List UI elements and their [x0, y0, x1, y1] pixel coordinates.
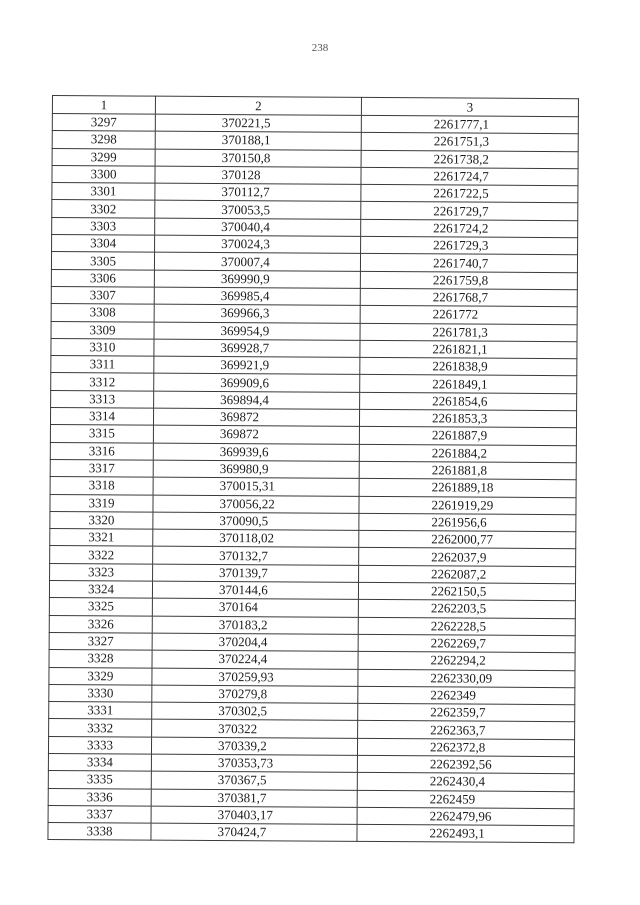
point-number-cell: 3308	[51, 304, 154, 322]
y-coordinate-cell: 2262430,4	[357, 773, 574, 792]
point-number-cell: 3328	[49, 650, 152, 668]
coordinates-table	[47, 95, 579, 844]
point-number-cell: 3323	[50, 563, 153, 581]
point-number-cell: 3314	[50, 408, 153, 426]
point-number-cell: 3325	[49, 598, 152, 616]
y-coordinate-cell: 2262349	[358, 686, 575, 705]
y-coordinate-cell: 2261853,3	[359, 409, 576, 428]
point-number-cell: 3310	[51, 338, 154, 356]
point-number-cell: 3333	[48, 736, 151, 754]
y-coordinate-cell: 2261956,6	[359, 513, 576, 532]
y-coordinate-cell: 2262392,56	[357, 755, 574, 774]
x-coordinate-cell: 370424,7	[151, 823, 357, 842]
x-coordinate-cell: 370353,73	[151, 754, 357, 773]
point-number-cell: 3298	[52, 131, 155, 149]
point-number-cell: 3312	[51, 373, 154, 391]
x-coordinate-cell: 370259,93	[152, 668, 358, 687]
point-number-cell: 3336	[48, 788, 151, 806]
y-coordinate-cell: 2262037,9	[359, 548, 576, 567]
x-coordinate-cell: 369872	[153, 408, 359, 427]
y-coordinate-cell: 2261724,7	[361, 167, 578, 186]
x-coordinate-cell: 370221,5	[155, 114, 361, 133]
y-coordinate-cell: 2262459	[357, 790, 574, 809]
y-coordinate-cell: 2262330,09	[358, 669, 575, 688]
y-coordinate-cell: 2261849,1	[360, 375, 577, 394]
x-coordinate-cell: 370188,1	[155, 131, 361, 150]
x-coordinate-cell: 370302,5	[152, 702, 358, 721]
x-coordinate-cell: 370367,5	[151, 771, 357, 790]
x-coordinate-cell: 369990,9	[154, 270, 360, 289]
point-number-cell: 3321	[50, 529, 153, 547]
y-coordinate-cell: 2262294,2	[358, 652, 575, 671]
x-coordinate-cell: 369872	[153, 425, 359, 444]
y-coordinate-cell: 2261729,7	[361, 202, 578, 221]
y-coordinate-cell: 2262000,77	[359, 531, 576, 550]
table-body	[48, 114, 578, 844]
point-number-cell: 3306	[51, 269, 154, 287]
x-coordinate-cell: 370183,2	[152, 616, 358, 635]
point-number-cell: 3304	[52, 235, 155, 253]
x-coordinate-cell: 370090,5	[153, 512, 359, 531]
x-coordinate-cell: 370128	[155, 166, 361, 185]
x-coordinate-cell: 369894,4	[154, 391, 360, 410]
y-coordinate-cell: 2261884,2	[359, 444, 576, 463]
x-coordinate-cell: 369928,7	[154, 339, 360, 358]
point-number-cell: 3305	[51, 252, 154, 270]
y-coordinate-cell: 2262479,96	[357, 807, 574, 826]
x-coordinate-cell: 370118,02	[153, 529, 359, 548]
y-coordinate-cell: 2262228,5	[358, 617, 575, 636]
y-coordinate-cell: 2262359,7	[358, 703, 575, 722]
point-number-cell: 3300	[52, 165, 155, 183]
point-number-cell: 3331	[49, 702, 152, 720]
y-coordinate-cell: 2261729,3	[361, 236, 578, 255]
point-number-cell: 3309	[51, 321, 154, 339]
point-number-cell: 3330	[49, 684, 152, 702]
point-number-cell: 3320	[50, 511, 153, 529]
y-coordinate-cell: 2261724,2	[361, 219, 578, 238]
x-coordinate-cell: 370056,22	[153, 495, 359, 514]
y-coordinate-cell: 2261777,1	[361, 115, 578, 134]
x-coordinate-cell: 370381,7	[151, 789, 357, 808]
x-coordinate-cell: 370144,6	[152, 581, 358, 600]
x-coordinate-cell: 370015,31	[153, 477, 359, 496]
point-number-cell: 3303	[52, 217, 155, 235]
x-coordinate-cell: 370204,4	[152, 633, 358, 652]
x-coordinate-cell: 370112,7	[155, 183, 361, 202]
column-header-2: 2	[155, 96, 361, 115]
point-number-cell: 3326	[49, 615, 152, 633]
x-coordinate-cell: 369980,9	[153, 460, 359, 479]
y-coordinate-cell: 2261751,3	[361, 133, 578, 152]
x-coordinate-cell: 370139,7	[153, 564, 359, 583]
y-coordinate-cell: 2262269,7	[358, 634, 575, 653]
point-number-cell: 3297	[52, 114, 155, 132]
y-coordinate-cell: 2262363,7	[358, 721, 575, 740]
y-coordinate-cell: 2262087,2	[359, 565, 576, 584]
x-coordinate-cell: 370339,2	[151, 737, 357, 756]
point-number-cell: 3316	[50, 442, 153, 460]
x-coordinate-cell: 370007,4	[154, 253, 360, 272]
y-coordinate-cell: 2261768,7	[360, 288, 577, 307]
y-coordinate-cell: 2261838,9	[360, 358, 577, 377]
x-coordinate-cell: 369909,6	[154, 374, 360, 393]
y-coordinate-cell: 2261881,8	[359, 461, 576, 480]
x-coordinate-cell: 369954,9	[154, 322, 360, 341]
x-coordinate-cell: 370403,17	[151, 806, 357, 825]
x-coordinate-cell: 370164	[152, 598, 358, 617]
point-number-cell: 3299	[52, 148, 155, 166]
point-number-cell: 3322	[50, 546, 153, 564]
point-number-cell: 3319	[50, 494, 153, 512]
y-coordinate-cell: 2262493,1	[357, 825, 574, 844]
x-coordinate-cell: 370322	[152, 720, 358, 739]
point-number-cell: 3301	[52, 183, 155, 201]
point-number-cell: 3329	[49, 667, 152, 685]
point-number-cell: 3338	[48, 823, 151, 841]
y-coordinate-cell: 2261887,9	[359, 427, 576, 446]
y-coordinate-cell: 2262372,8	[357, 738, 574, 757]
x-coordinate-cell: 369985,4	[154, 287, 360, 306]
x-coordinate-cell: 369966,3	[154, 304, 360, 323]
point-number-cell: 3313	[51, 390, 154, 408]
point-number-cell: 3327	[49, 632, 152, 650]
table-row	[48, 823, 574, 844]
point-number-cell: 3318	[50, 477, 153, 495]
y-coordinate-cell: 2262203,5	[358, 600, 575, 619]
y-coordinate-cell: 2261772	[360, 306, 577, 325]
y-coordinate-cell: 2261759,8	[360, 271, 577, 290]
x-coordinate-cell: 370040,4	[155, 218, 361, 237]
x-coordinate-cell: 369939,6	[153, 443, 359, 462]
point-number-cell: 3317	[50, 459, 153, 477]
y-coordinate-cell: 2261740,7	[360, 254, 577, 273]
point-number-cell: 3311	[51, 356, 154, 374]
point-number-cell: 3324	[49, 581, 152, 599]
x-coordinate-cell: 370279,8	[152, 685, 358, 704]
page-number: 238	[311, 42, 329, 54]
point-number-cell: 3332	[49, 719, 152, 737]
y-coordinate-cell: 2262150,5	[358, 582, 575, 601]
point-number-cell: 3307	[51, 286, 154, 304]
x-coordinate-cell: 370024,3	[155, 235, 361, 254]
y-coordinate-cell: 2261738,2	[361, 150, 578, 169]
point-number-cell: 3315	[50, 425, 153, 443]
y-coordinate-cell: 2261889,18	[359, 479, 576, 498]
point-number-cell: 3335	[48, 771, 151, 789]
y-coordinate-cell: 2261722,5	[361, 185, 578, 204]
column-header-1: 1	[52, 96, 155, 115]
x-coordinate-cell: 369921,9	[154, 356, 360, 375]
x-coordinate-cell: 370150,8	[155, 149, 361, 168]
x-coordinate-cell: 370053,5	[155, 201, 361, 220]
x-coordinate-cell: 370132,7	[153, 547, 359, 566]
y-coordinate-cell: 2261919,29	[359, 496, 576, 515]
point-number-cell: 3334	[48, 753, 151, 771]
point-number-cell: 3337	[48, 805, 151, 823]
x-coordinate-cell: 370224,4	[152, 650, 358, 669]
column-header-3: 3	[361, 97, 578, 116]
point-number-cell: 3302	[52, 200, 155, 218]
y-coordinate-cell: 2261821,1	[360, 340, 577, 359]
y-coordinate-cell: 2261781,3	[360, 323, 577, 342]
y-coordinate-cell: 2261854,6	[360, 392, 577, 411]
